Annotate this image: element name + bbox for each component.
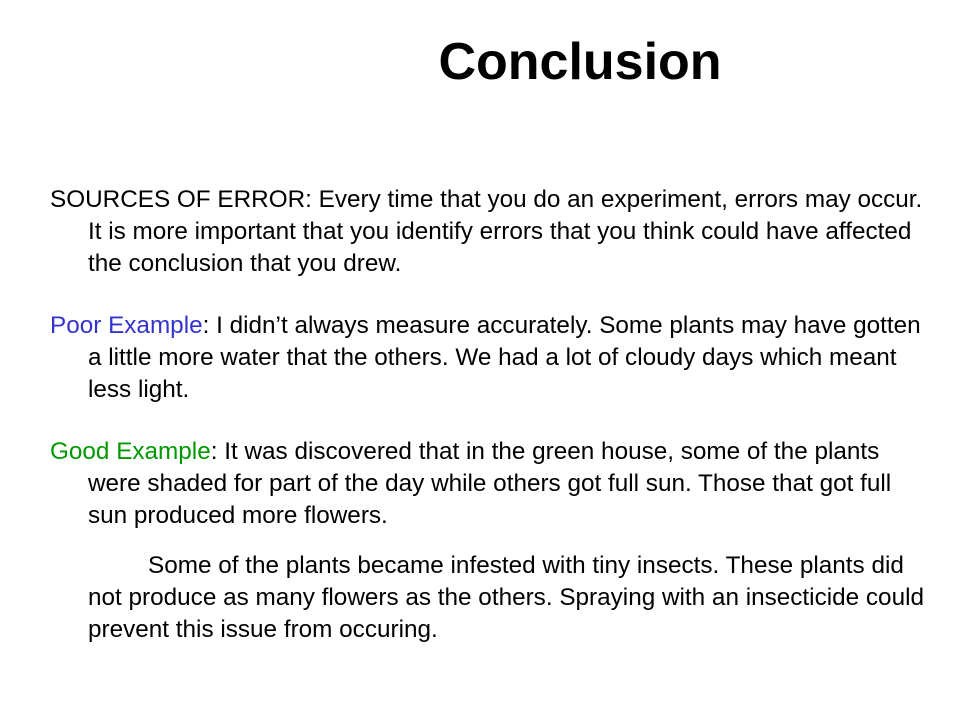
poor-colon: : <box>202 312 217 339</box>
poor-example-text: I didn’t always measure accurately. Some plants may have gotten a little more water that the others. We had a lot of cloudy days which meant less light. <box>88 312 921 403</box>
sources-of-error-paragraph <box>50 184 925 280</box>
poor-example-paragraph <box>50 310 925 406</box>
poor-example-label: Poor Example <box>50 312 203 339</box>
slide-body <box>50 184 925 646</box>
good-example-label: Good Example <box>50 438 211 465</box>
sources-colon: : <box>305 186 319 213</box>
slide-title: Conclusion <box>438 33 722 91</box>
good-example-paragraph <box>50 436 925 532</box>
good-example-text: It was discovered that in the green house, some of the plants were shaded for part of the day while others got full sun. Those that got full sun produced more flowers. <box>88 438 892 529</box>
sources-of-error-label: SOURCES OF ERROR <box>50 186 306 213</box>
good-example-continuation: Some of the plants became infested with tiny insects. These plants did not produce as many flowers as the others. Spraying with an insecticide could prevent this issue from occuring. <box>88 552 924 643</box>
sources-of-error-text: Every time that you do an experiment, errors may occur. It is more important that you identify errors that you think could have affected the conclusion that you drew. <box>88 186 923 277</box>
good-colon: : <box>210 438 225 465</box>
